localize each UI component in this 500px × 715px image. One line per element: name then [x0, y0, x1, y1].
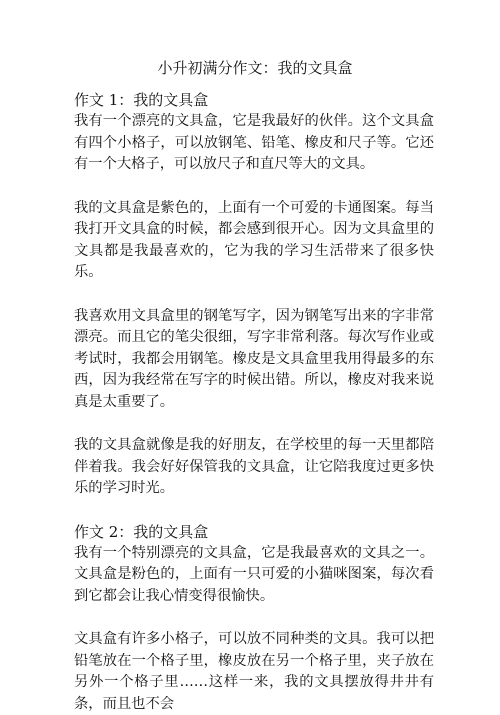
essay-2: [74, 522, 434, 715]
essay-heading: 作文 2：我的文具盒: [74, 522, 434, 543]
essay-paragraph: 我有一个漂亮的文具盒，它是我最好的伙伴。这个文具盒有四个小格子，可以放钢笔、铅笔、橡皮和尺子等。它还有一个大格子，可以放尺子和直尺等大的文具。: [74, 111, 434, 176]
essay-paragraph: 我的文具盒是紫色的，上面有一个可爱的卡通图案。每当我打开文具盒的时候，都会感到很开心。因为文具盒里的文具都是我最喜欢的，它为我的学习生活带来了很多快乐。: [74, 198, 434, 284]
essay-paragraph: 我的文具盒就像是我的好朋友，在学校里的每一天里都陪伴着我。我会好好保管我的文具盒，让它陪我度过更多快乐的学习时光。: [74, 435, 434, 500]
document-title: 小升初满分作文：我的文具盒: [74, 58, 434, 78]
essay-paragraph: 我有一个特别漂亮的文具盒，它是我最喜欢的文具之一。文具盒是粉色的，上面有一只可爱的小猫咪图案，每次看到它都会让我心情变得很愉快。: [74, 543, 434, 608]
essay-paragraph: 我喜欢用文具盒里的钢笔写字，因为钢笔写出来的字非常漂亮。而且它的笔尖很细，写字非常利落。每次写作业或考试时，我都会用钢笔。橡皮是文具盒里我用得最多的东西，因为我经常在写字的时候出错。所以，橡皮对我来说真是太重要了。: [74, 306, 434, 414]
essay-heading: 作文 1：我的文具盒: [74, 90, 434, 111]
essay-1: [74, 90, 434, 500]
essay-paragraph: 文具盒有许多小格子，可以放不同种类的文具。我可以把铅笔放在一个格子里，橡皮放在另一个格子里，夹子放在另外一个格子里……这样一来，我的文具摆放得井井有条，而且也不会: [74, 629, 434, 715]
